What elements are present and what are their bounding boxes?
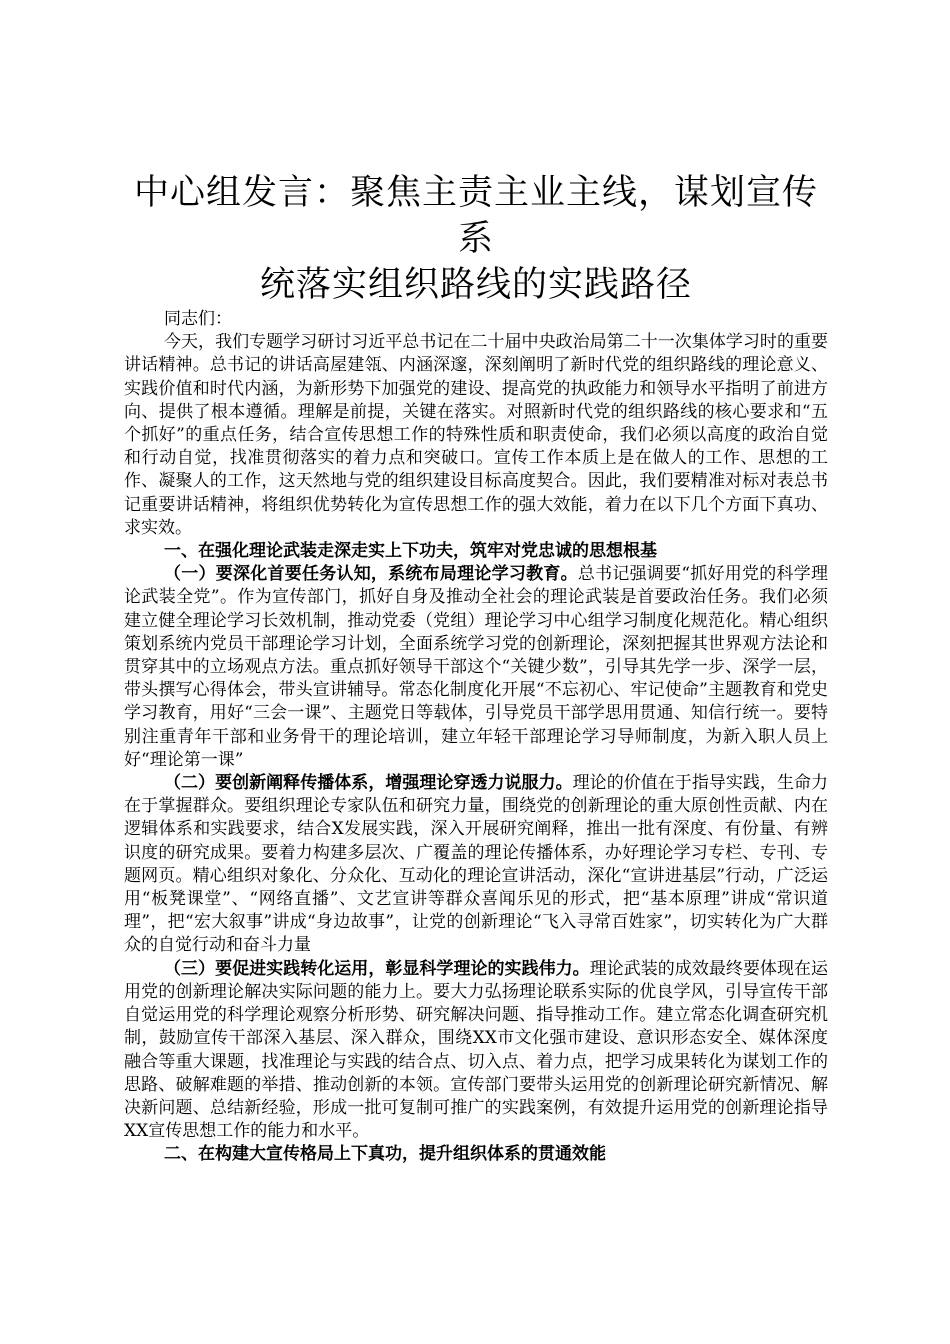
paragraph-3-text: 理论武装的成效最终要体现在运用党的创新理论解决实际问题的能力上。要大力弘扬理论联系实际的优良学风，引导宣传干部自觉运用党的科学理论观察分析形势、研究解决问题、指导推动工作。建立常态化调查研究机制，鼓励宣传干部深入基层、深入群众，围绕XX市文化强市建设、意识形态安全、媒体深度融合等重大课题，找准理论与实践的结合点、切入点、着力点，把学习成果转化为谋划工作的思路、破解难题的举措、推动创新的本领。宣传部门要带头运用党的创新理论研究新情况、解决新问题、总结新经验，形成一批可复制可推广的实践案例，有效提升运用党的创新理论指导XX宣传思想工作的能力和水平。 [124,958,829,1142]
paragraph-1 [124,563,828,772]
title-line-1: 中心组发言：聚焦主责主业主线，谋划宣传系 [133,173,818,259]
paragraph-1-lead: （一）要深化首要任务认知，系统布局理论学习教育。 [164,564,578,585]
section-1-heading: 一、在强化理论武装走深走实上下功夫，筑牢对党忠诚的思想根基 [164,541,657,562]
salutation: 同志们： [164,309,232,329]
intro-paragraph: 今天，我们专题学习研讨习近平总书记在二十届中央政治局第二十一次集体学习时的重要讲话精神。总书记的讲话高屋建瓴、内涵深邃，深刻阐明了新时代党的组织路线的理论意义、实践价值和时代内涵，为新形势下加强党的建设、提高党的执政能力和领导水平指明了前进方向、提供了根本遵循。理解是前提，关键在落实。对照新时代党的组织路线的核心要求和“五个抓好”的重点任务，结合宣传思想工作的特殊性质和职责使命，我们必须以高度的政治自觉和行动自觉，找准贯彻落实的着力点和突破口。宣传工作本质上是在做人的工作、思想的工作、凝聚人的工作，这天然地与党的组织建设目标高度契合。因此，我们要精准对标对表总书记重要讲话精神，将组织优势转化为宣传思想工作的强大效能，着力在以下几个方面下真功、求实效。 [124,332,828,538]
paragraph-3-lead: （三）要促进实践转化运用，彰显科学理论的实践伟力。 [164,958,590,979]
title-line-2: 统落实组织路线的实践路径 [259,265,692,305]
document-page [124,170,828,1167]
paragraph-2-lead: （二）要创新阐释传播体系，增强理论穿透力说服力。 [164,773,573,794]
paragraph-2 [124,772,828,958]
section-2-heading: 二、在构建大宣传格局上下真功，提升组织体系的贯通效能 [164,1144,606,1165]
paragraph-1-text: 总书记强调要“抓好用党的科学理论武装全党”。作为宣传部门，抓好自身及推动全社会的理论武装是首要政治任务。我们必须建立健全理论学习长效机制，推动党委（党组）理论学习中心组学习制度化规范化。精心组织策划系统内党员干部理论学习计划，全面系统学习党的创新理论，深刻把握其世界观方法论和贯穿其中的立场观点方法。重点抓好领导干部这个“关键少数”，引导其先学一步、深学一层，带头撰写心得体会，带头宣讲辅导。常态化制度化开展“不忘初心、牢记使命”主题教育和党史学习教育，用好“三会一课”、主题党日等载体，引导党员干部学思用贯通、知信行统一。要特别注重青年干部和业务骨干的理论培训，建立年轻干部理论学习导师制度，为新入职人员上好“理论第一课” [124,564,828,770]
document-title [124,170,828,308]
paragraph-2-text: 理论的价值在于指导实践，生命力在于掌握群众。要组织理论专家队伍和研究力量，围绕党的创新理论的重大原创性贡献、内在逻辑体系和实践要求，结合X发展实践，深入开展研究阐释，推出一批有深度、有份量、有辨识度的研究成果。要着力构建多层次、广覆盖的理论传播体系，办好理论学习专栏、专刊、专题网页。精心组织对象化、分众化、互动化的理论宣讲活动，深化“宣讲进基层”行动，广泛运用“板凳课堂”、“网络直播”、文艺宣讲等群众喜闻乐见的形式，把“基本原理”讲成“常识道理”，把“宏大叙事”讲成“身边故事”，让党的创新理论“飞入寻常百姓家”，切实转化为广大群众的自觉行动和奋斗力量 [124,773,829,956]
paragraph-3 [124,958,828,1144]
